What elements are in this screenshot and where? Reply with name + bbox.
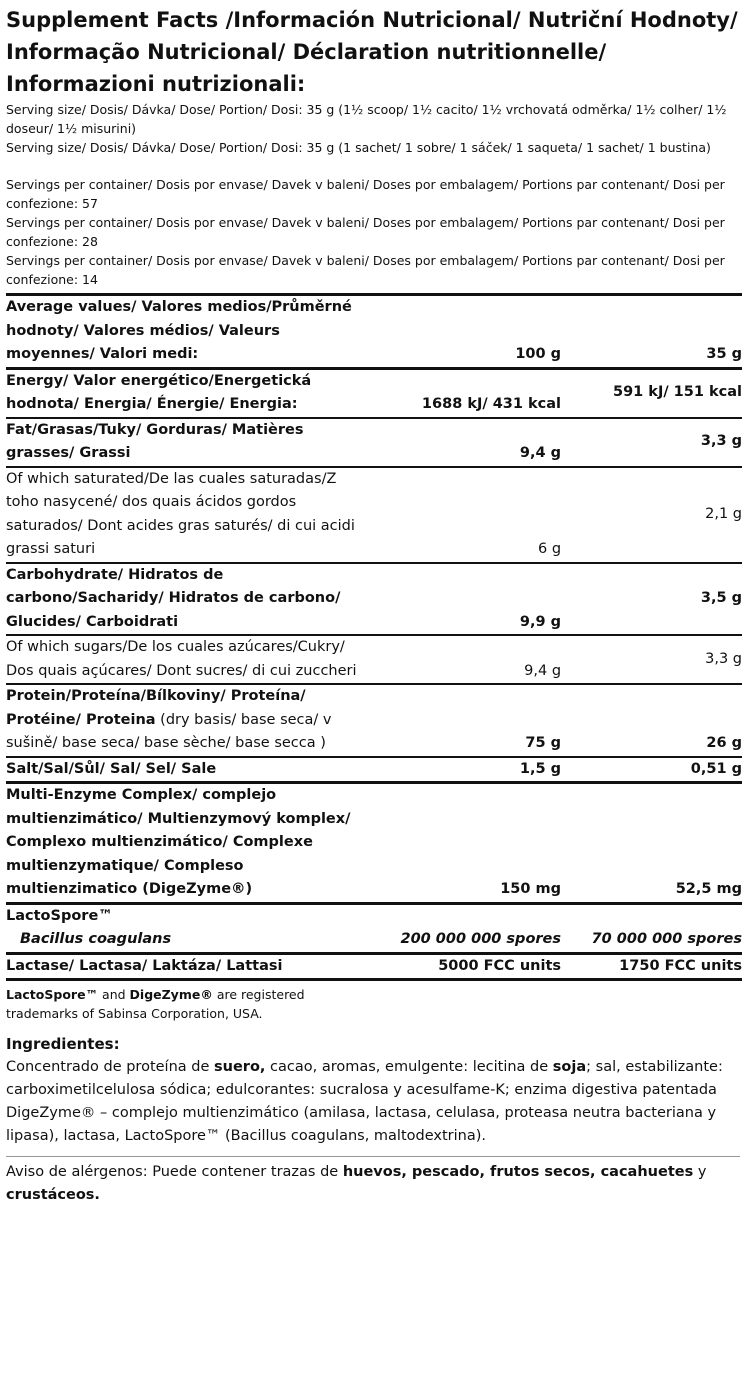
protein-label-rest: (dry basis/ base seca/ v sušině/ base seca/ base sèche/ base secca ) — [6, 711, 332, 751]
saturated-100g: 6 g — [372, 467, 561, 563]
carbohydrate-35g: 3,5 g — [561, 563, 742, 636]
enzyme-label: Multi-Enzyme Complex/ complejo multienzimático/ Multienzymový komplex/ Complexo multienzimático/ Complexe multienzymatique/ Compleso multienzimatico (DigeZyme®) — [6, 783, 372, 904]
allergen-part-1: Aviso de alérgenos: Puede contener trazas de — [6, 1164, 343, 1180]
sugars-100g: 9,4 g — [372, 635, 561, 684]
carbohydrate-100g: 9,9 g — [372, 563, 561, 636]
table-row-lactospore — [6, 903, 742, 953]
trademark-and: and — [98, 987, 130, 1002]
lactospore-100g: 200 000 000 spores — [372, 903, 561, 953]
table-row-enzyme — [6, 783, 742, 904]
protein-label-bold: Protein/Proteína/Bílkoviny/ Proteína/ Protéine/ Proteina — [6, 688, 306, 728]
ingredients-part-1: Concentrado de proteína de — [6, 1059, 214, 1075]
trademark-digezyme: DigeZyme® — [129, 987, 213, 1002]
table-row-energy — [6, 368, 742, 418]
table-row-salt — [6, 757, 742, 783]
table-row-fat — [6, 418, 742, 467]
divider — [6, 1156, 740, 1157]
serving-size-scoop: Serving size/ Dosis/ Dávka/ Dose/ Portion/ Dosi: 35 g (1½ scoop/ 1½ cacito/ 1½ vrchovatá odměrka/ 1½ colher/ 1½ doseur/ 1½ misurini) — [6, 102, 727, 136]
servings-per-container-2: Servings per container/ Dosis por envase/ Davek v baleni/ Doses por embalagem/ Portions par contenant/ Dosi per confezione: 28 — [6, 215, 725, 249]
table-row-saturated — [6, 467, 742, 563]
table-row-lactase — [6, 953, 742, 980]
enzyme-35g: 52,5 mg — [561, 783, 742, 904]
ingredients-title: Ingredientes: — [6, 1035, 120, 1053]
allergen-part-2: y — [693, 1164, 707, 1180]
allergen-crustaceos: crustáceos. — [6, 1187, 100, 1203]
protein-35g: 26 g — [561, 684, 742, 757]
fat-35g: 3,3 g — [561, 418, 742, 467]
serving-info — [6, 100, 740, 289]
nutrition-table — [6, 293, 742, 981]
allergen-list: huevos, pescado, frutos secos, cacahuetes — [342, 1164, 694, 1180]
servings-per-container-3: Servings per container/ Dosis por envase/ Davek v baleni/ Doses por embalagem/ Portions par contenant/ Dosi per confezione: 14 — [6, 253, 725, 287]
allergen-warning — [6, 1161, 740, 1207]
fat-100g: 9,4 g — [372, 418, 561, 467]
lactospore-label — [6, 903, 372, 953]
table-row-carbohydrate — [6, 563, 742, 636]
table-row-sugars — [6, 635, 742, 684]
enzyme-100g: 150 mg — [372, 783, 561, 904]
sugars-35g: 3,3 g — [561, 635, 742, 684]
sugars-label: Of which sugars/De los cuales azúcares/Cukry/ Dos quais açúcares/ Dont sucres/ di cui zuccheri — [6, 635, 372, 684]
protein-100g: 75 g — [372, 684, 561, 757]
ingredients-allergen-soja: soja — [552, 1059, 587, 1075]
page-title: Supplement Facts /Información Nutricional/ Nutriční Hodnoty/ Informação Nutricional/ Déclaration nutritionnelle/ Informazioni nutrizionali: — [6, 8, 738, 96]
ingredients-allergen-suero: suero, — [214, 1059, 266, 1075]
lactase-100g: 5000 FCC units — [372, 953, 561, 980]
ingredients-text — [6, 1056, 740, 1148]
trademark-rest: are registered trademarks of Sabinsa Corporation, USA. — [6, 987, 305, 1021]
energy-35g: 591 kJ/ 151 kcal — [561, 368, 742, 418]
salt-100g: 1,5 g — [372, 757, 561, 783]
supplement-facts-label — [6, 4, 740, 1222]
ingredients-part-3: ; sal, estabilizante: carboximetilcelulosa sódica; edulcorantes: sucralosa y acesulfame-K; enzima digestiva patentada DigeZyme® – complejo multienzimático (amilasa, lactasa, celulasa, proteasa neutra bacteriana y lipasa), lactasa, LactoSpore™ (Bacillus coagulans, maltodextrina). — [6, 1059, 723, 1144]
salt-35g: 0,51 g — [561, 757, 742, 783]
trademark-note — [6, 985, 336, 1023]
lactospore-35g: 70 000 000 spores — [561, 903, 742, 953]
lactase-35g: 1750 FCC units — [561, 953, 742, 980]
header-col-35g: 35 g — [561, 295, 742, 369]
header-col-100g: 100 g — [372, 295, 561, 369]
salt-label: Salt/Sal/Sůl/ Sal/ Sel/ Sale — [6, 757, 372, 783]
protein-label — [6, 684, 372, 757]
energy-100g: 1688 kJ/ 431 kcal — [372, 368, 561, 418]
trademark-lactospore: LactoSpore™ — [6, 987, 99, 1002]
header-label: Average values/ Valores medios/Průměrné hodnoty/ Valores médios/ Valeurs moyennes/ Valori medi: — [6, 295, 372, 369]
table-header-row — [6, 295, 742, 369]
lactase-label: Lactase/ Lactasa/ Laktáza/ Lattasi — [6, 953, 372, 980]
lactospore-strain: Bacillus coagulans — [20, 931, 172, 947]
ingredients-part-2: cacao, aromas, emulgente: lecitina de — [265, 1059, 553, 1075]
serving-size-sachet: Serving size/ Dosis/ Dávka/ Dose/ Portion/ Dosi: 35 g (1 sachet/ 1 sobre/ 1 sáček/ 1 saqueta/ 1 sachet/ 1 bustina) — [6, 140, 711, 155]
energy-label: Energy/ Valor energético/Energetická hodnota/ Energia/ Énergie/ Energia: — [6, 368, 372, 418]
lactospore-name: LactoSpore™ — [6, 907, 113, 924]
saturated-35g: 2,1 g — [561, 467, 742, 563]
servings-per-container-1: Servings per container/ Dosis por envase/ Davek v baleni/ Doses por embalagem/ Portions par contenant/ Dosi per confezione: 57 — [6, 177, 725, 211]
fat-label: Fat/Grasas/Tuky/ Gorduras/ Matières grasses/ Grassi — [6, 418, 372, 467]
saturated-label: Of which saturated/De las cuales saturadas/Z toho nasycené/ dos quais ácidos gordos saturados/ Dont acides gras saturés/ di cui acidi grassi saturi — [6, 467, 372, 563]
table-row-protein — [6, 684, 742, 757]
carbohydrate-label: Carbohydrate/ Hidratos de carbono/Sacharidy/ Hidratos de carbono/ Glucides/ Carboidrati — [6, 563, 372, 636]
